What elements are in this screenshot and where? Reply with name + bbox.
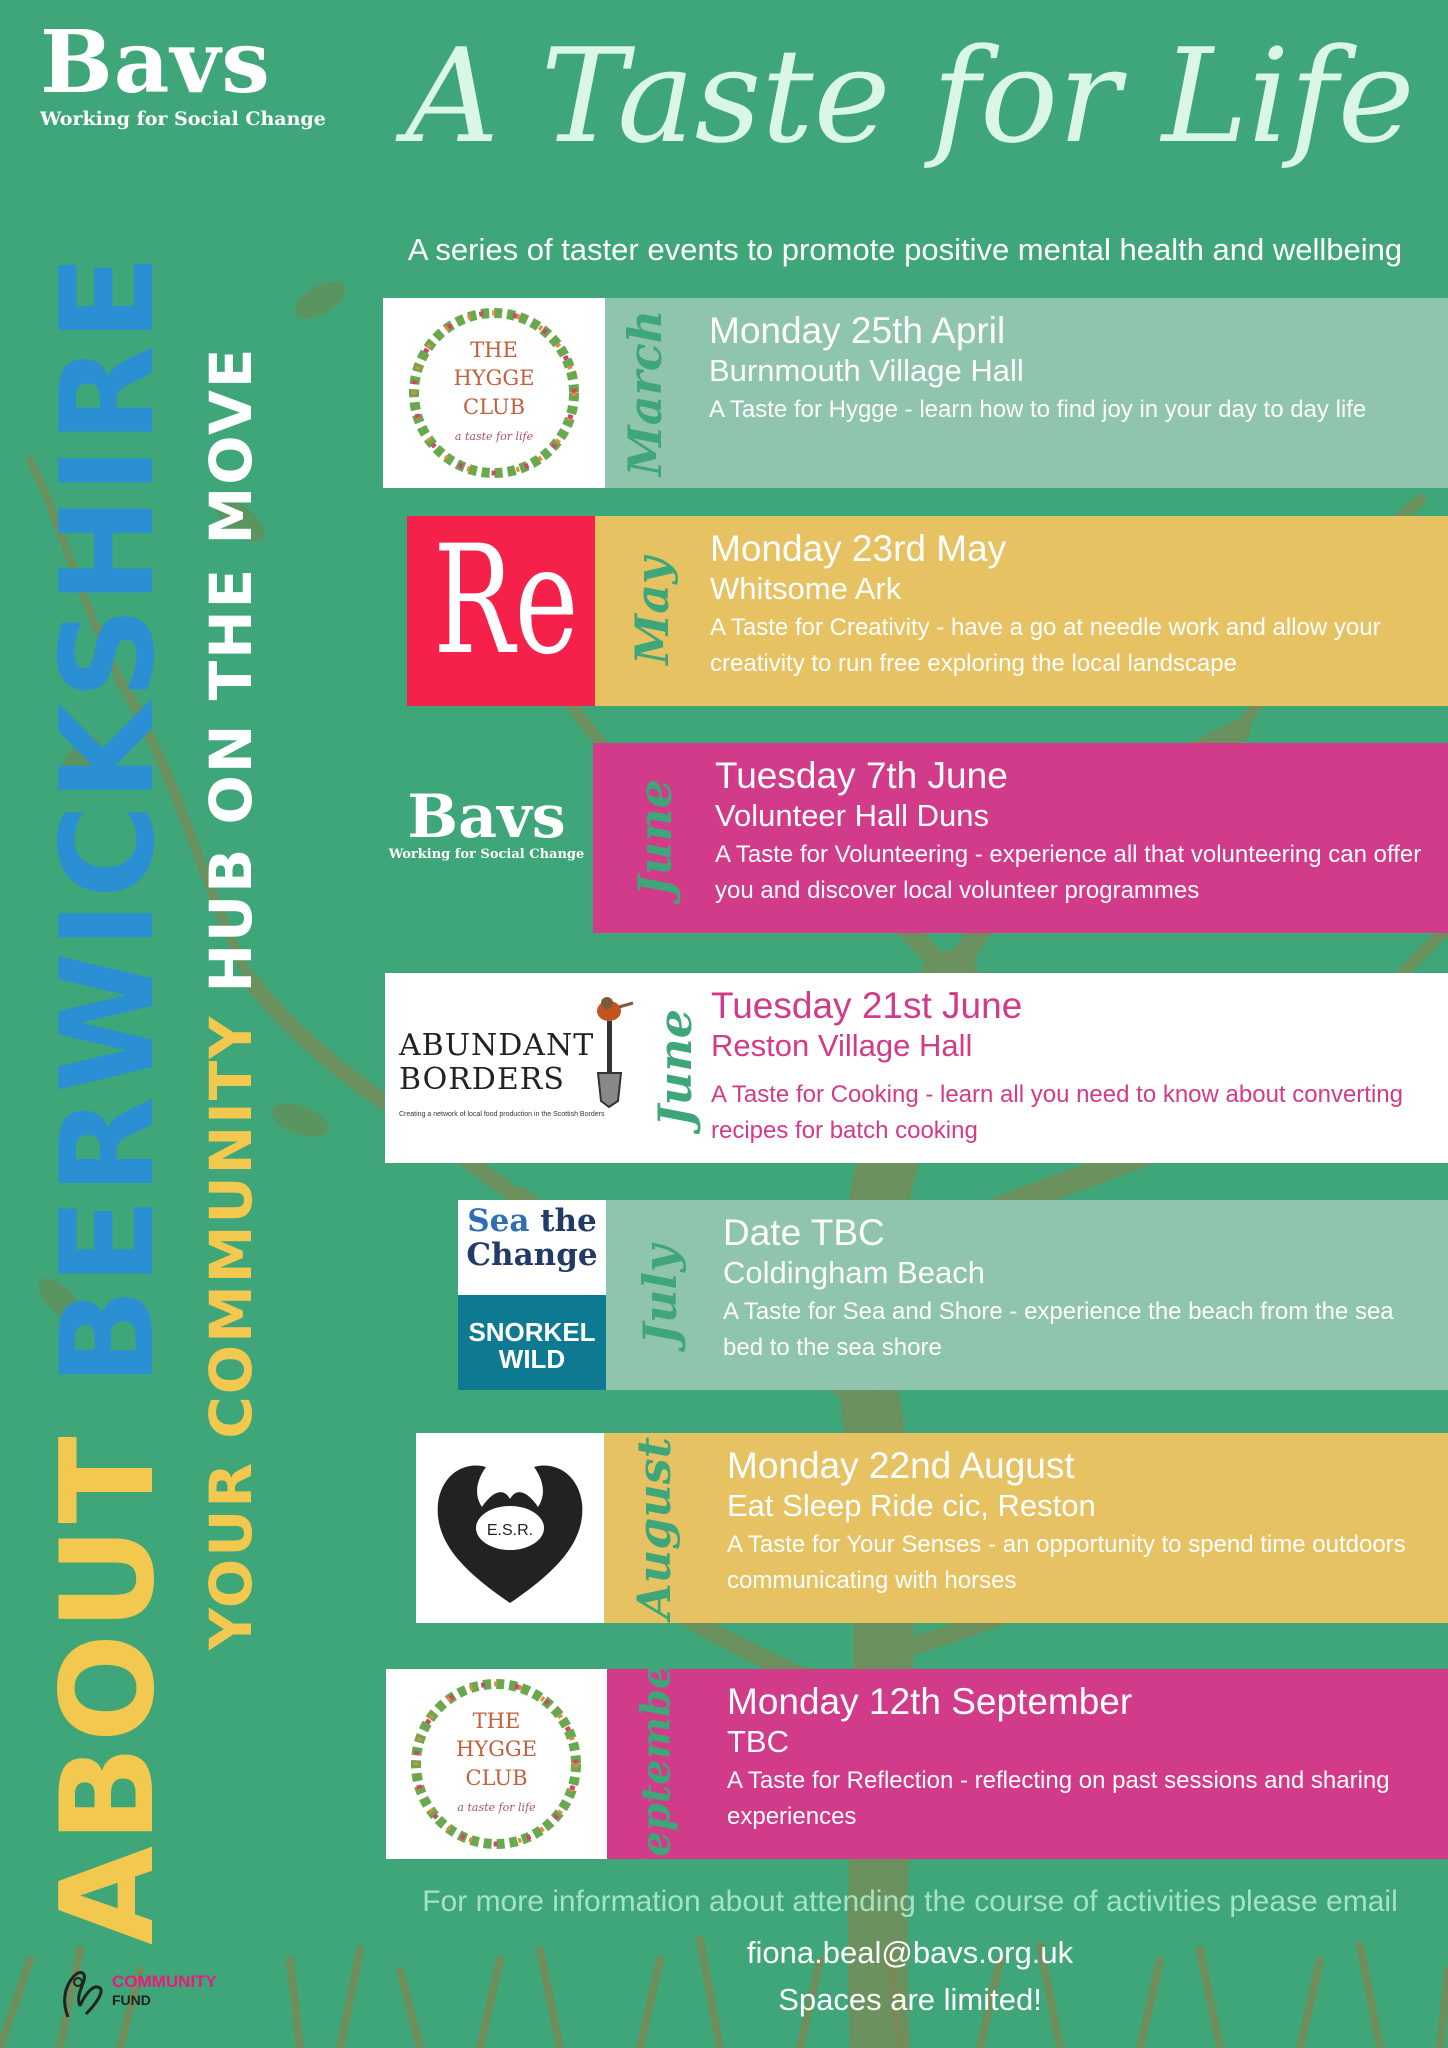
brand-tagline: Working for Social Change [40, 108, 326, 130]
event-text [727, 1681, 1438, 1835]
event-card-senses [416, 1433, 1448, 1623]
event-card-sea-shore [458, 1200, 1448, 1390]
wild-logo-text: WILD [498, 1344, 566, 1375]
event-month: June [648, 1009, 702, 1127]
event-card-volunteering [380, 743, 1448, 933]
sea-logo-change: Change [466, 1237, 598, 1274]
event-description: A Taste for Your Senses - an opportunity to spend time outdoors communicating with horses [727, 1531, 1406, 1595]
spade-robin-icon [585, 993, 655, 1108]
event-venue: Volunteer Hall Duns [715, 797, 989, 833]
event-month: September [632, 1642, 680, 1886]
abundant-logo-line: ABUNDANT [399, 1028, 595, 1063]
vertical-about-berwickshire [34, 251, 183, 1945]
hygge-logo-text [383, 336, 605, 421]
event-date: Date TBC [723, 1212, 885, 1253]
event-text [710, 528, 1438, 682]
hygge-logo-line: THE [470, 338, 518, 362]
footer-info: For more information about attending the course of activities please email [422, 1885, 1398, 1918]
contact-email-link[interactable]: fiona.beal@bavs.org.uk [746, 1935, 1074, 1970]
crossed-fingers-icon [56, 1962, 106, 2022]
hub-word: HUB ON THE MOVE [197, 346, 265, 993]
berwickshire-word: BERWICKSHIRE [34, 251, 183, 1386]
event-description: A Taste for Creativity - have a go at needle work and allow your creativity to run free exploring the local landscape [710, 614, 1381, 678]
event-month: June [628, 779, 682, 897]
event-text [723, 1212, 1438, 1366]
event-text [715, 755, 1438, 909]
hygge-logo-tag: a taste for life [457, 1801, 536, 1814]
funder-line: COMMUNITY [112, 1972, 217, 1991]
page-subtitle: A series of taster events to promote positive mental health and wellbeing [407, 232, 1403, 267]
event-date: Monday 12th September [727, 1681, 1133, 1722]
event-card-reflection [386, 1642, 1448, 1886]
brand-name: Bavs [40, 12, 271, 113]
event-text [727, 1445, 1438, 1599]
bavs-event-logo [380, 743, 593, 933]
event-description: A Taste for Sea and Shore - experience the beach from the sea bed to the sea shore [723, 1298, 1394, 1362]
abundant-logo-tag: Creating a network of local food production in the Scottish Borders [399, 1111, 605, 1118]
event-text [711, 985, 1438, 1149]
re-logo [407, 516, 595, 706]
vertical-community-hub [197, 346, 265, 1650]
event-venue: Reston Village Hall [711, 1027, 973, 1063]
event-description: A Taste for Volunteering - experience all that volunteering can offer you and discover local volunteer programmes [715, 841, 1422, 905]
event-date: Tuesday 21st June [711, 985, 1023, 1026]
abundant-logo-line: BORDERS [399, 1062, 565, 1097]
about-word: ABOUT [34, 1433, 183, 1945]
event-text [709, 310, 1438, 428]
event-venue: Whitsome Ark [710, 570, 902, 606]
event-month: May [625, 557, 679, 665]
event-date: Tuesday 7th June [715, 755, 1008, 796]
event-venue: TBC [727, 1723, 789, 1759]
event-month: August [627, 1437, 681, 1619]
footer-note: Spaces are limited! [778, 1982, 1042, 2017]
sea-logo-word: the [540, 1203, 597, 1239]
hygge-club-logo [386, 1669, 607, 1859]
hygge-logo-line: CLUB [465, 1765, 528, 1790]
hygge-logo-tag: a taste for life [454, 430, 534, 443]
funder-line: FUND [112, 1992, 151, 2008]
hygge-logo-line: CLUB [463, 394, 525, 419]
sea-the-change-logo [458, 1200, 606, 1390]
esr-logo [416, 1433, 604, 1623]
page-title: A Taste for Life [405, 20, 1415, 172]
community-fund-logo [56, 1962, 256, 2022]
horse-heart-icon [416, 1433, 604, 1623]
hygge-logo-line: HYGGE [455, 1737, 538, 1762]
hygge-logo-line: THE [472, 1709, 521, 1733]
event-venue: Eat Sleep Ride cic, Reston [727, 1487, 1096, 1523]
hygge-logo-line: HYGGE [453, 366, 535, 391]
sea-logo-word: Sea [467, 1203, 530, 1239]
snorkel-logo-text: SNORKEL [468, 1317, 596, 1347]
event-venue: Burnmouth Village Hall [709, 352, 1024, 388]
bavs-logo-name: Bavs [407, 782, 566, 852]
event-date: Monday 25th April [709, 310, 1006, 351]
event-description: A Taste for Cooking - learn all you need to know about converting recipes for batch cooking [711, 1081, 1403, 1145]
event-card-creativity [407, 516, 1448, 706]
event-description: A Taste for Reflection - reflecting on past sessions and sharing experiences [727, 1767, 1390, 1831]
re-logo-text: Re [433, 516, 579, 688]
your-word: YOUR [197, 1461, 265, 1650]
event-description: A Taste for Hygge - learn how to find joy in your day to day life [709, 396, 1367, 424]
event-month: March [618, 309, 672, 477]
hygge-logo-text [386, 1707, 607, 1792]
event-card-cooking [385, 973, 1448, 1163]
event-venue: Coldingham Beach [723, 1254, 985, 1290]
event-card-hygge [383, 298, 1448, 488]
esr-logo-text: E.S.R. [486, 1522, 534, 1539]
abundant-borders-logo [385, 973, 675, 1163]
bavs-logo-tagline: Working for Social Change [388, 847, 585, 862]
event-month: July [633, 1245, 687, 1345]
community-word: COMMUNITY [197, 1014, 265, 1439]
bavs-logo [40, 12, 326, 130]
hygge-club-logo [383, 298, 605, 488]
event-date: Monday 23rd May [710, 528, 1007, 569]
event-date: Monday 22nd August [727, 1445, 1075, 1486]
